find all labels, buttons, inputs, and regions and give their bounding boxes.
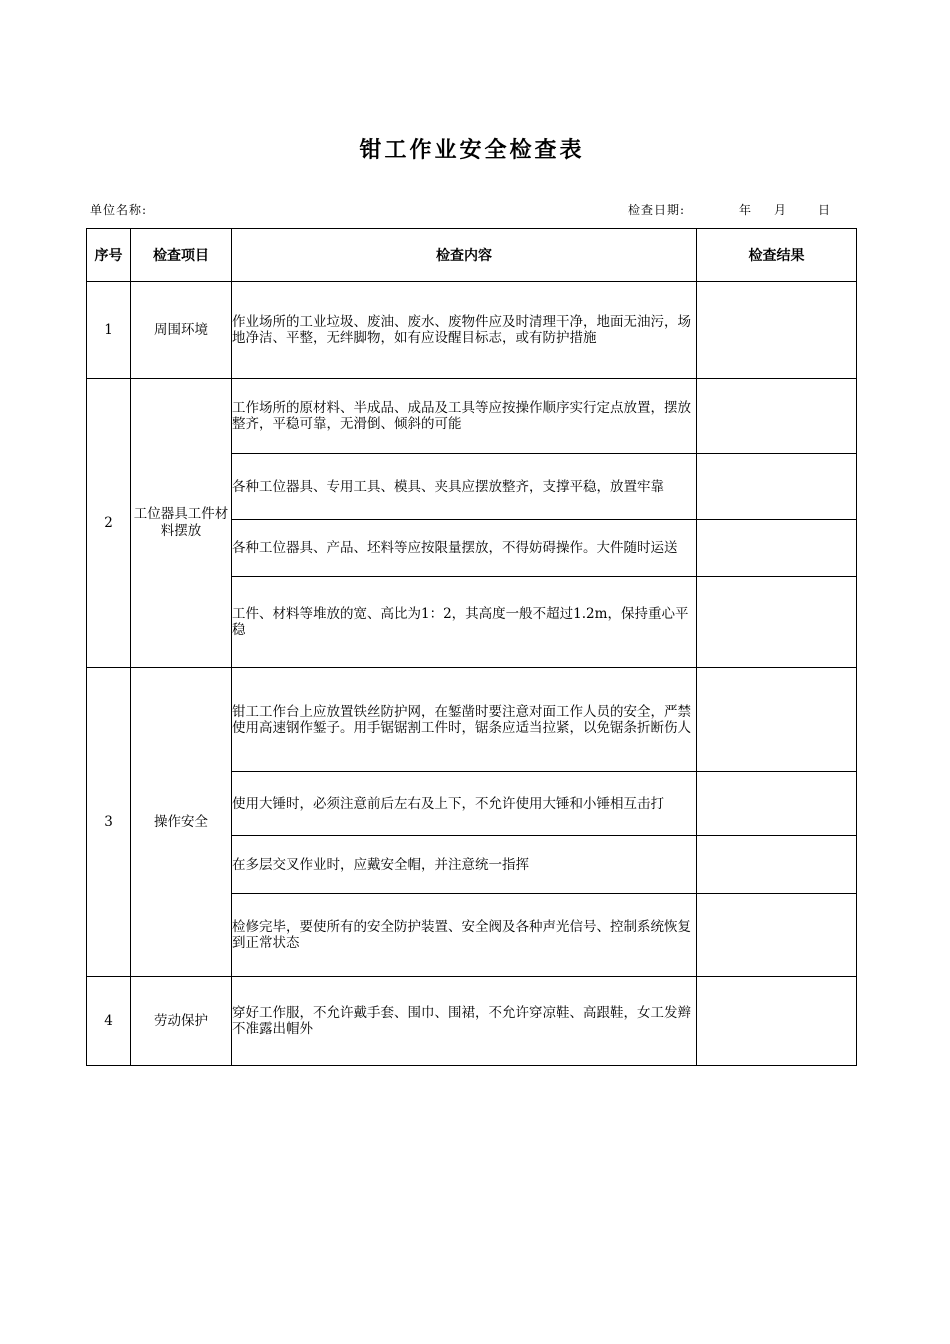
column-header-item: 检查项目	[131, 229, 232, 282]
result-cell[interactable]	[697, 520, 857, 577]
content-cell: 作业场所的工业垃圾、废油、废水、废物件应及时清理干净，地面无油污，场地净洁、平整，无绊脚物，如有应设醒目标志，或有防护措施	[232, 282, 697, 379]
result-cell[interactable]	[697, 977, 857, 1066]
table-row	[87, 379, 857, 454]
seq-cell: 2	[87, 379, 131, 668]
content-cell: 各种工位器具、产品、坯料等应按限量摆放，不得妨碍操作。大件随时运送	[232, 520, 697, 577]
result-cell[interactable]	[697, 454, 857, 520]
content-cell: 工件、材料等堆放的宽、高比为1：2，其高度一般不超过1.2m，保持重心平稳	[232, 577, 697, 668]
seq-cell: 3	[87, 668, 131, 977]
content-cell: 工作场所的原材料、半成品、成品及工具等应按操作顺序实行定点放置，摆放整齐，平稳可靠，无滑倒、倾斜的可能	[232, 379, 697, 454]
date-day-label: 日	[818, 203, 832, 217]
result-cell[interactable]	[697, 577, 857, 668]
result-cell[interactable]	[697, 379, 857, 454]
content-cell: 钳工工作台上应放置铁丝防护网，在錾凿时要注意对面工作人员的安全，严禁使用高速钢作錾子。用手锯锯割工件时，锯条应适当拉紧，以免锯条折断伤人	[232, 668, 697, 772]
column-header-content: 检查内容	[232, 229, 697, 282]
item-cell: 周围环境	[131, 282, 232, 379]
content-cell: 使用大锤时，必须注意前后左右及上下，不允许使用大锤和小锤相互击打	[232, 772, 697, 836]
column-header-result: 检查结果	[697, 229, 857, 282]
seq-cell: 4	[87, 977, 131, 1066]
table-header-row	[87, 229, 857, 282]
table-row	[87, 282, 857, 379]
item-cell: 工位器具工件材料摆放	[131, 379, 232, 668]
seq-cell: 1	[87, 282, 131, 379]
result-cell[interactable]	[697, 772, 857, 836]
inspection-table	[86, 228, 857, 1066]
content-cell: 各种工位器具、专用工具、模具、夹具应摆放整齐，支撑平稳，放置牢靠	[232, 454, 697, 520]
result-cell[interactable]	[697, 894, 857, 977]
result-cell[interactable]	[697, 668, 857, 772]
date-year-label: 年	[739, 203, 753, 217]
column-header-seq: 序号	[87, 229, 131, 282]
result-cell[interactable]	[697, 282, 857, 379]
item-cell: 操作安全	[131, 668, 232, 977]
content-cell: 检修完毕，要使所有的安全防护装置、安全阀及各种声光信号、控制系统恢复到正常状态	[232, 894, 697, 977]
unit-name-label: 单位名称:	[90, 203, 148, 217]
table-row	[87, 668, 857, 772]
date-month-label: 月	[774, 203, 788, 217]
result-cell[interactable]	[697, 836, 857, 894]
content-cell: 穿好工作服，不允许戴手套、围巾、围裙，不允许穿凉鞋、高跟鞋，女工发辫不准露出帽外	[232, 977, 697, 1066]
content-cell: 在多层交叉作业时，应戴安全帽，并注意统一指挥	[232, 836, 697, 894]
item-cell: 劳动保护	[131, 977, 232, 1066]
inspection-date-label: 检查日期:	[628, 203, 686, 217]
page-title: 钳工作业安全检查表	[359, 138, 585, 163]
table-row	[87, 977, 857, 1066]
